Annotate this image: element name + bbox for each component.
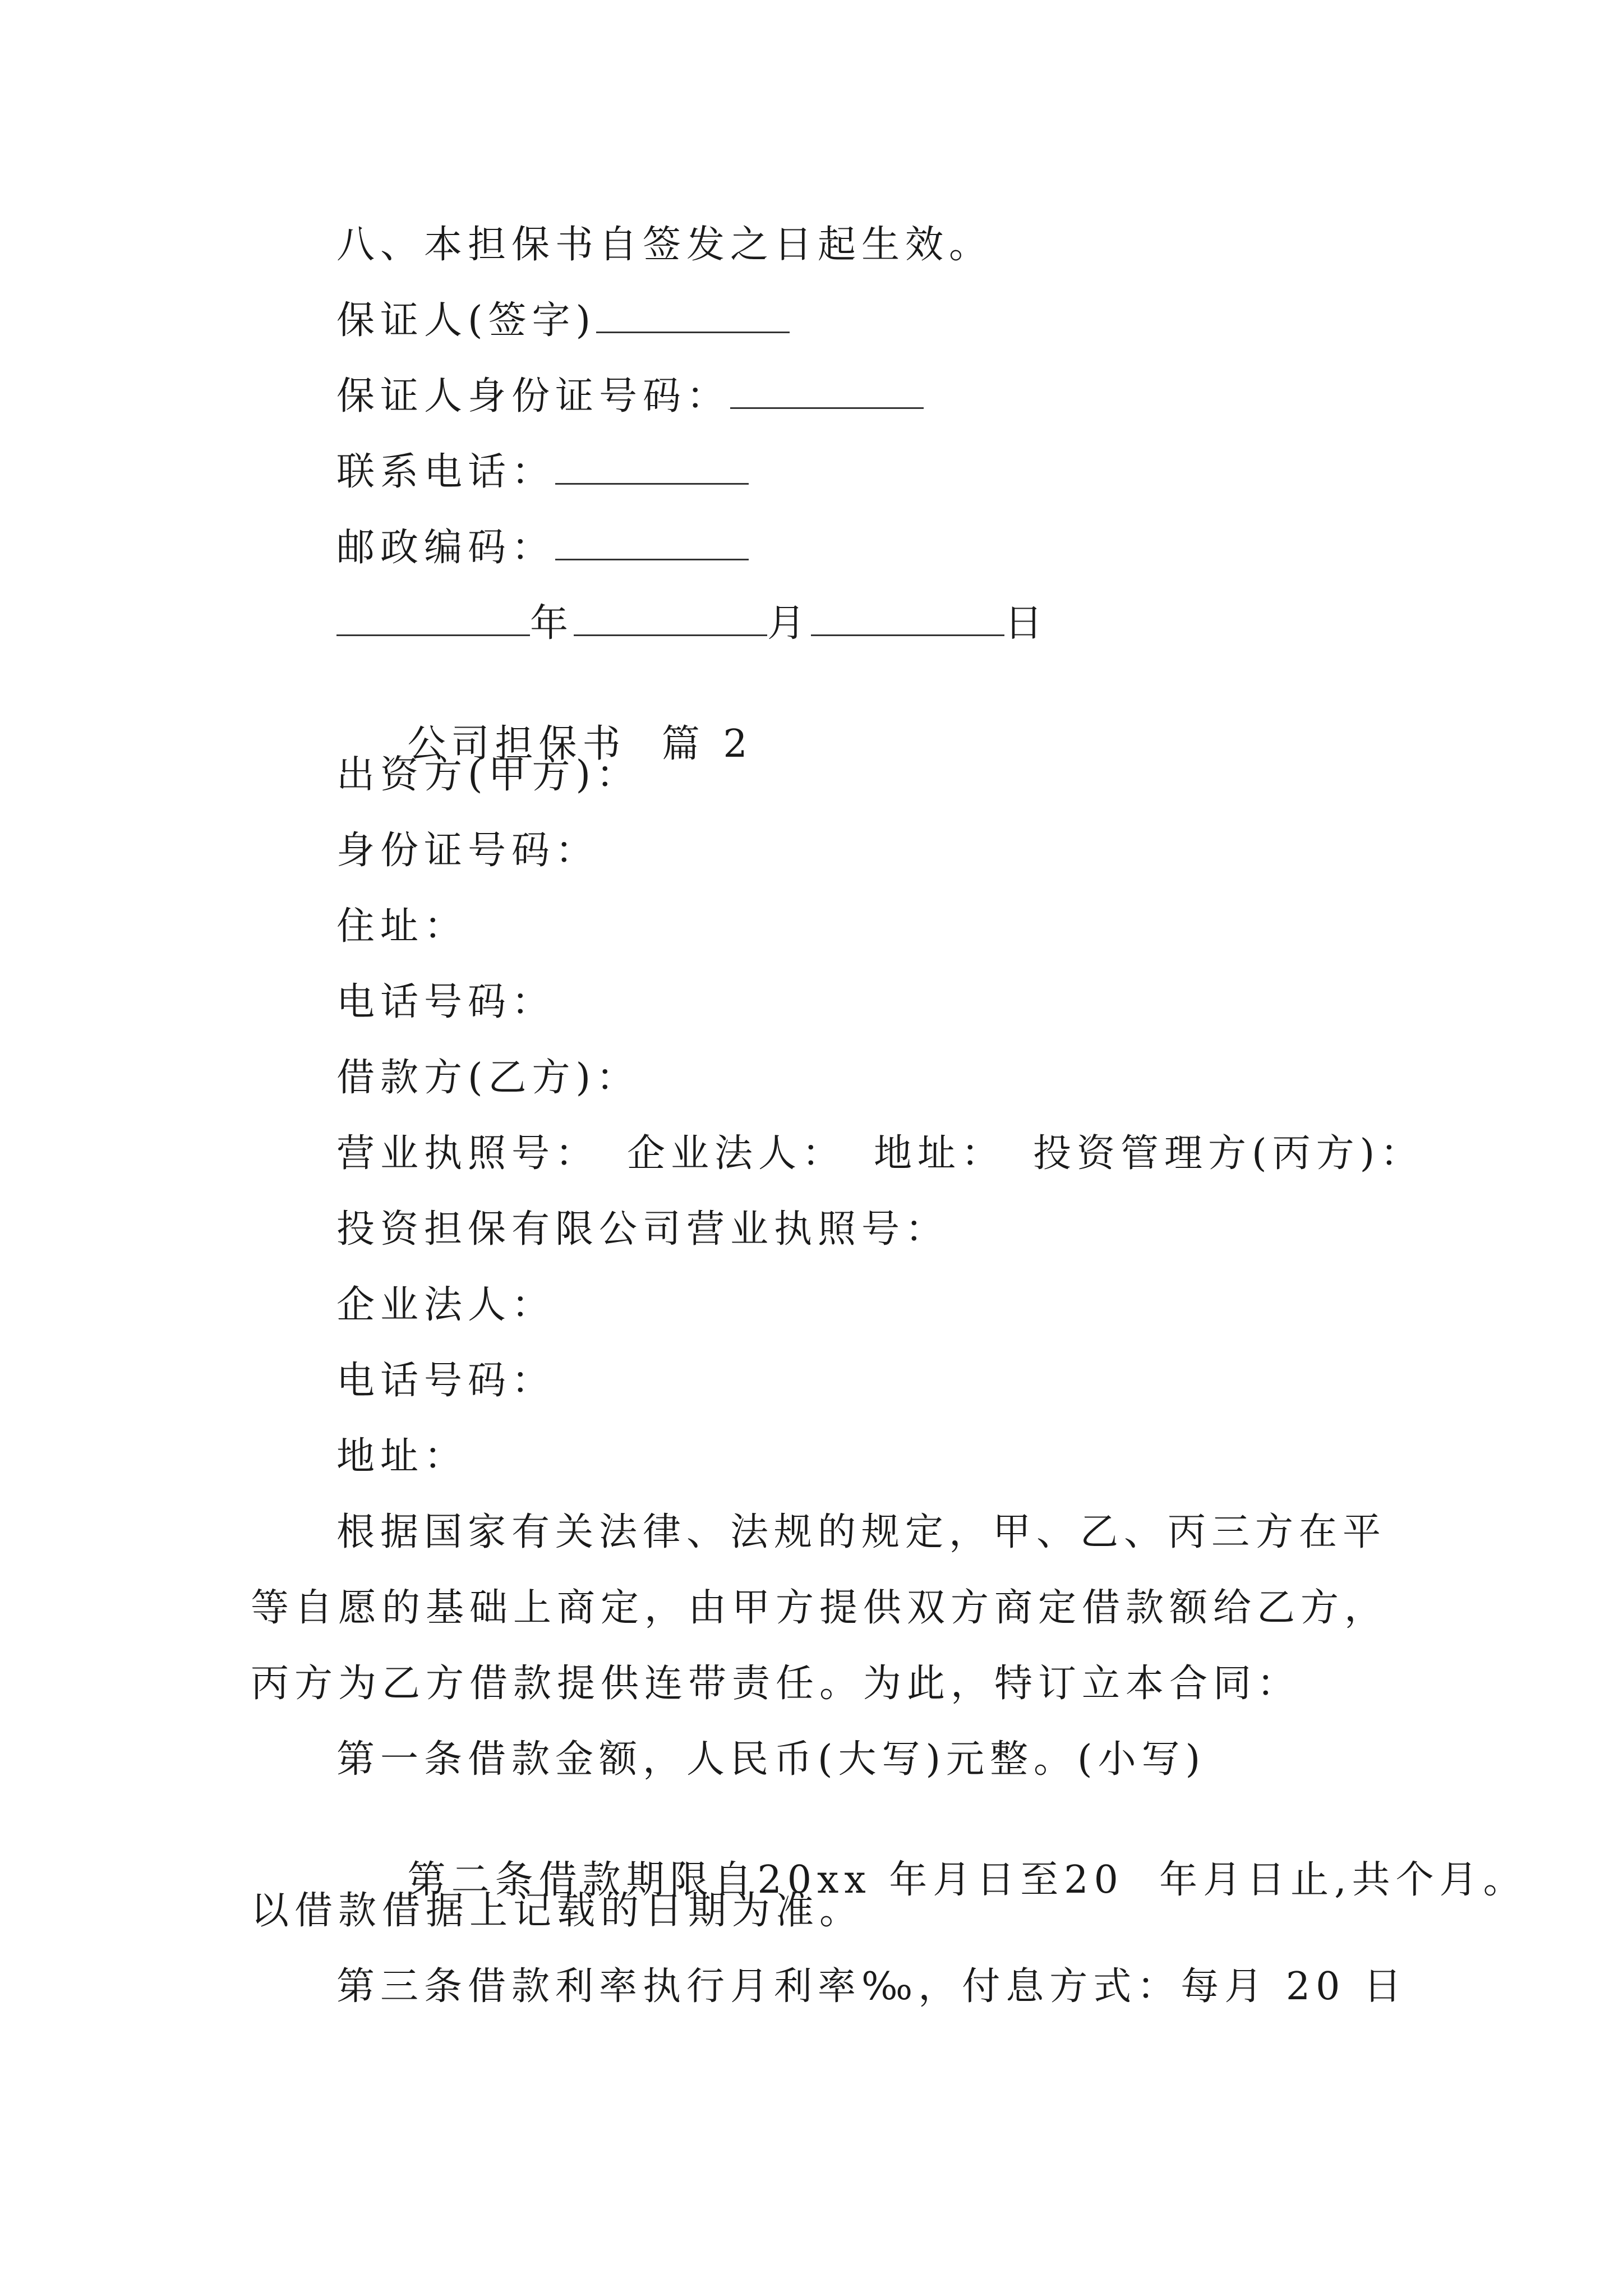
article-two-text: 第二条借款期限自20xx 年月日至20 年月日止,共个月。	[407, 1858, 1527, 1902]
borrower-label: 借款方(乙方)：	[336, 1056, 640, 1100]
borrower-line	[336, 1056, 640, 1101]
lender-label: 出资方(甲方)：	[336, 753, 640, 797]
lender-line	[336, 753, 640, 798]
borrower-address-label: 地址：	[874, 1131, 1006, 1176]
guarantee-company-label: 投资担保有限公司营业执照号：	[336, 1207, 949, 1251]
guarantor-signature-line	[336, 298, 790, 343]
contact-phone-blank	[555, 452, 749, 485]
clause-eight-text: 八、本担保书自签发之日起生效。	[336, 223, 993, 267]
postal-code-line	[336, 526, 749, 570]
postal-code-blank	[555, 527, 749, 560]
preamble-text-3: 丙方为乙方借款提供连带责任。为此，特订立本合同：	[251, 1662, 1301, 1706]
lender-phone-label: 电话号码：	[336, 980, 556, 1024]
contact-phone-line	[336, 450, 749, 495]
date-line	[336, 601, 1048, 646]
preamble-line-2	[251, 1586, 1388, 1631]
article-two-cont-text: 以借款借据上记载的日期为准。	[251, 1889, 864, 1933]
company-address-line	[336, 1434, 468, 1479]
day-label: 日	[1004, 601, 1049, 646]
preamble-line-3	[251, 1662, 1301, 1706]
lender-phone-line	[336, 980, 555, 1025]
article-one-line	[336, 1737, 1206, 1782]
guarantor-id-label: 保证人身份证号码：	[336, 374, 731, 418]
clause-eight	[336, 223, 993, 268]
day-blank	[811, 603, 1004, 636]
article-three-line	[336, 1964, 1407, 2009]
lender-id-label: 身份证号码：	[336, 829, 600, 873]
section-heading-text: 公司担保书 篇 2	[407, 722, 753, 766]
month-label: 月	[767, 601, 811, 646]
lender-address-line	[336, 904, 468, 949]
company-phone-line	[336, 1359, 555, 1404]
contact-phone-label: 联系电话：	[336, 450, 556, 494]
guarantor-signature-label: 保证人(签字)	[336, 298, 597, 343]
company-legal-person-line	[336, 1283, 555, 1328]
guarantor-id-blank	[730, 376, 924, 409]
borrower-details-line	[336, 1131, 1424, 1176]
company-phone-label: 电话号码：	[336, 1359, 556, 1403]
month-blank	[574, 603, 767, 636]
preamble-line-1	[336, 1510, 1386, 1555]
preamble-text-1: 根据国家有关法律、法规的规定，甲、乙、丙三方在平	[336, 1510, 1387, 1554]
company-address-label: 地址：	[336, 1434, 468, 1479]
lender-address-label: 住址：	[336, 904, 468, 949]
year-label: 年	[530, 601, 574, 646]
postal-code-label: 邮政编码：	[336, 526, 556, 570]
company-legal-person-label: 企业法人：	[336, 1283, 556, 1327]
guarantee-company-line	[336, 1207, 949, 1252]
preamble-text-2: 等自愿的基础上商定，由甲方提供双方商定借款额给乙方，	[251, 1586, 1389, 1630]
article-three-text: 第三条借款利率执行月利率‰，付息方式：每月 20 日	[336, 1964, 1408, 2009]
year-blank	[336, 603, 530, 636]
lender-id-line	[336, 829, 599, 873]
business-license-label: 营业执照号：	[336, 1131, 600, 1176]
legal-person-label: 企业法人：	[627, 1131, 846, 1176]
guarantor-signature-blank	[596, 300, 790, 333]
article-two-cont-line	[251, 1889, 863, 1934]
investment-manager-label: 投资管理方(丙方)：	[1033, 1131, 1424, 1176]
article-one-text: 第一条借款金额，人民币(大写)元整。(小写)	[336, 1737, 1206, 1782]
guarantor-id-line	[336, 374, 924, 419]
